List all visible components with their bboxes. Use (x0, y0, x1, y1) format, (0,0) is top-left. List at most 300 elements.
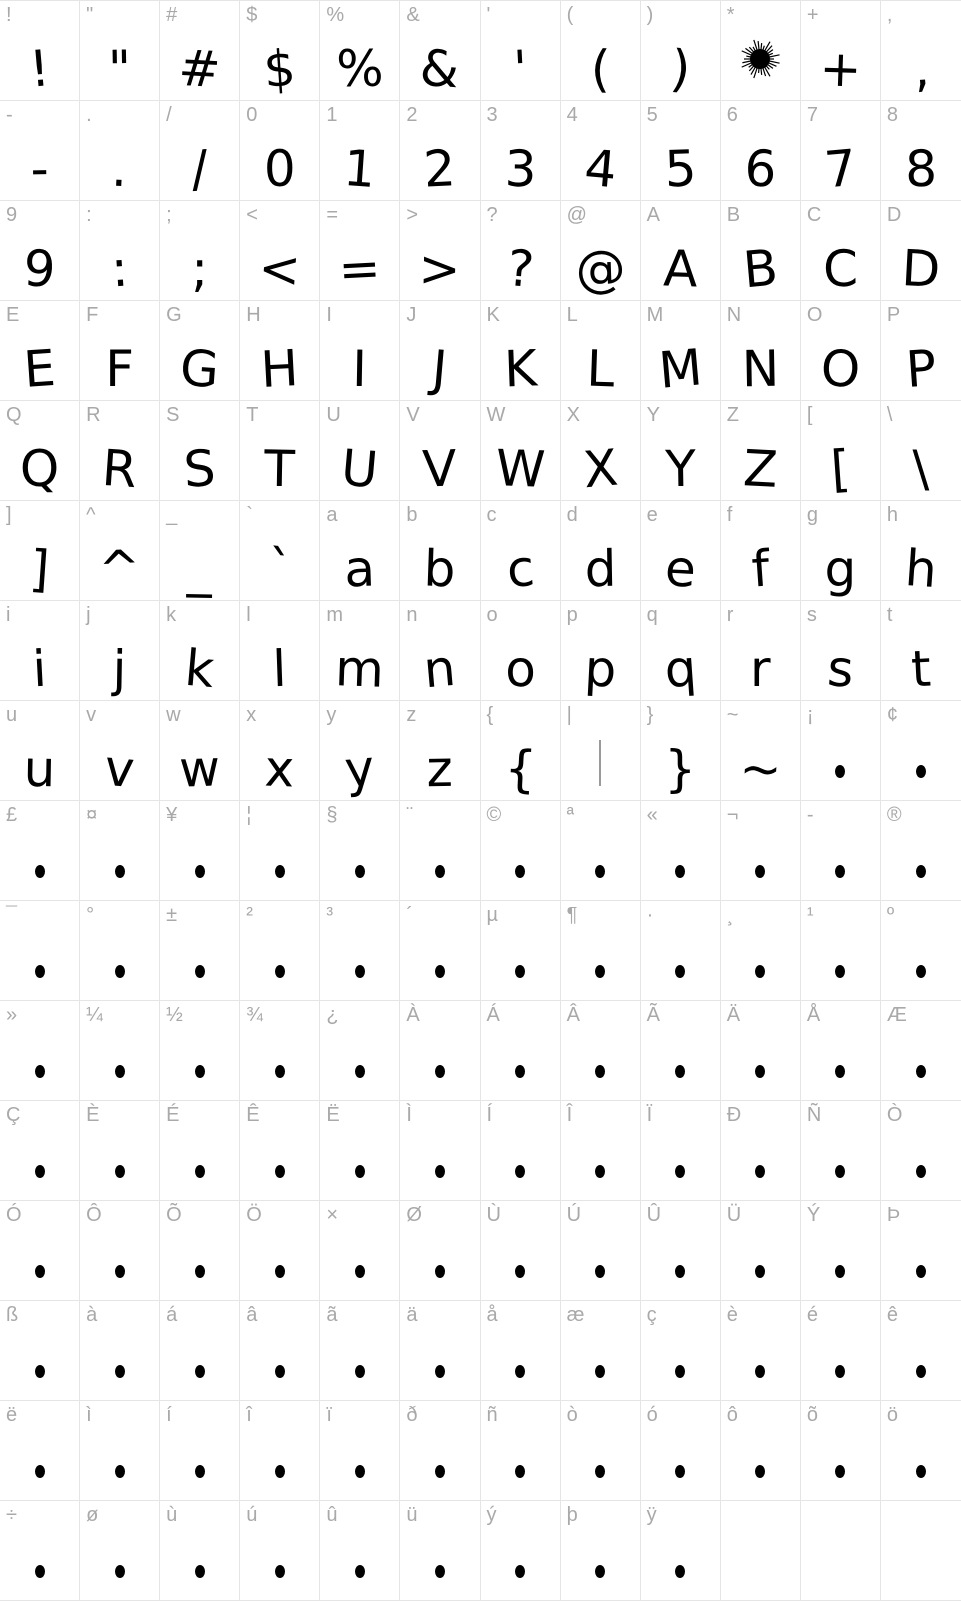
asterisk-burst-glyph (737, 36, 783, 82)
char-cell (801, 1501, 881, 1601)
cell-label: + (806, 4, 819, 26)
char-cell (801, 1001, 881, 1101)
char-cell (481, 1101, 561, 1201)
cell-glyph: L (585, 339, 616, 399)
char-cell (881, 1201, 961, 1301)
char-cell (80, 901, 160, 1001)
missing-glyph-dot (515, 965, 525, 978)
missing-glyph-dot (115, 1365, 125, 1378)
char-cell (320, 101, 400, 201)
char-cell (721, 701, 801, 801)
cell-label: Æ (886, 1004, 907, 1026)
char-cell (721, 1, 801, 101)
char-cell (641, 1201, 721, 1301)
missing-glyph-dot (755, 1365, 765, 1378)
char-cell (320, 501, 400, 601)
cell-label: Õ (166, 1204, 182, 1226)
cell-label: n (406, 604, 418, 626)
char-cell (0, 1001, 80, 1101)
cell-label: - (806, 804, 814, 826)
char-cell (881, 1401, 961, 1501)
char-cell (481, 201, 561, 301)
char-cell (400, 201, 480, 301)
cell-label: l (246, 604, 251, 626)
char-cell (400, 1101, 480, 1201)
cell-glyph: M (656, 338, 705, 400)
cell-glyph: & (418, 38, 462, 100)
cell-label: g (806, 504, 818, 526)
cell-label: Ã (646, 1004, 660, 1026)
char-cell (320, 1001, 400, 1101)
cell-glyph: 5 (663, 139, 698, 199)
missing-glyph-dot (355, 1265, 365, 1278)
cell-label: ³ (326, 904, 333, 926)
cell-glyph: f (749, 539, 772, 599)
missing-glyph-dot (35, 965, 45, 978)
cell-label: h (886, 504, 899, 526)
char-cell (881, 1101, 961, 1201)
cell-label: ¼ (86, 1004, 103, 1026)
char-cell (721, 1401, 801, 1501)
char-cell (0, 1201, 80, 1301)
cell-glyph: " (107, 39, 132, 99)
missing-glyph-dot (195, 1565, 205, 1578)
cell-glyph: ' (511, 39, 529, 99)
char-cell (160, 1301, 240, 1401)
char-cell (0, 601, 80, 701)
cell-glyph: 3 (503, 139, 537, 199)
char-cell (561, 1401, 641, 1501)
char-cell (400, 501, 480, 601)
missing-glyph-dot (755, 1165, 765, 1178)
missing-glyph-dot (435, 1565, 445, 1578)
cell-label: 9 (6, 204, 18, 226)
char-cell (160, 1401, 240, 1501)
cell-label: ï (326, 1404, 332, 1426)
missing-glyph-dot (275, 965, 285, 978)
cell-glyph: # (177, 38, 223, 100)
char-cell (721, 501, 801, 601)
cell-label: µ (486, 904, 499, 926)
cell-glyph: k (182, 638, 217, 700)
char-cell (721, 1301, 801, 1401)
cell-glyph: [ (828, 439, 853, 499)
cell-glyph: 1 (341, 138, 378, 200)
cell-label: ç (646, 1304, 657, 1326)
missing-glyph-dot (435, 1365, 445, 1378)
cell-label: è (726, 1304, 738, 1326)
cell-label: × (326, 1204, 339, 1226)
char-cell (561, 1201, 641, 1301)
char-cell (881, 1001, 961, 1101)
cell-label: < (246, 204, 258, 226)
cell-glyph: h (903, 538, 939, 600)
cell-label: à (86, 1304, 98, 1326)
char-cell (320, 201, 400, 301)
char-cell (801, 1201, 881, 1301)
cell-label: S (166, 404, 180, 426)
missing-glyph-dot (595, 1465, 605, 1478)
char-cell (320, 601, 400, 701)
char-cell (561, 701, 641, 801)
cell-glyph: z (426, 739, 454, 799)
cell-glyph: v (102, 738, 137, 800)
cell-glyph: m (334, 639, 386, 699)
missing-glyph-dot (275, 1565, 285, 1578)
cell-glyph: ( (589, 39, 611, 99)
missing-glyph-dot (115, 1165, 125, 1178)
missing-glyph-dot (115, 965, 125, 978)
cell-glyph: I (351, 339, 368, 399)
cell-label: . (86, 104, 92, 126)
char-cell (400, 1001, 480, 1101)
char-cell (481, 901, 561, 1001)
cell-glyph: ` (264, 539, 295, 599)
char-cell (881, 201, 961, 301)
cell-label: ^ (86, 504, 96, 526)
cell-glyph: E (21, 338, 58, 400)
char-cell (481, 1201, 561, 1301)
char-cell (80, 201, 160, 301)
char-cell (721, 1001, 801, 1101)
cell-label: } (646, 704, 654, 726)
cell-label: ¤ (86, 804, 98, 826)
cell-label: m (326, 604, 343, 626)
cell-label: [ (806, 404, 813, 426)
cell-label: ó (646, 1404, 658, 1426)
missing-glyph-dot (35, 1065, 45, 1078)
cell-label: ÿ (646, 1504, 657, 1526)
missing-glyph-dot (595, 1565, 605, 1578)
cell-label: Ò (886, 1104, 903, 1126)
char-cell (481, 401, 561, 501)
char-cell (481, 1301, 561, 1401)
cell-label: L (566, 304, 578, 326)
missing-glyph-dot (275, 1365, 285, 1378)
cell-label: ÷ (6, 1504, 17, 1526)
missing-glyph-dot (675, 865, 685, 878)
missing-glyph-dot (595, 865, 605, 878)
missing-glyph-dot (35, 1165, 45, 1178)
cell-label: 0 (246, 104, 258, 126)
cell-label: * (726, 4, 735, 26)
char-cell (561, 1301, 641, 1401)
missing-glyph-dot (835, 1065, 845, 1078)
char-cell (641, 301, 721, 401)
missing-glyph-dot (515, 865, 525, 878)
char-cell (320, 301, 400, 401)
cell-glyph: + (818, 39, 863, 99)
cell-glyph: G (178, 338, 222, 400)
cell-label: Ç (6, 1104, 21, 1126)
pipe-bar-glyph (599, 740, 601, 786)
cell-label: ñ (486, 1404, 498, 1426)
missing-glyph-dot (115, 1465, 125, 1478)
missing-glyph-dot (35, 865, 45, 878)
cell-glyph: H (259, 339, 301, 399)
cell-glyph: K (502, 339, 538, 399)
cell-label: ¬ (726, 804, 739, 826)
char-cell (801, 1101, 881, 1201)
cell-glyph: e (663, 539, 698, 599)
char-cell (80, 401, 160, 501)
char-cell (240, 801, 320, 901)
cell-label: ¸ (726, 904, 734, 926)
cell-glyph: w (178, 739, 222, 799)
char-cell (80, 701, 160, 801)
cell-glyph: - (30, 139, 50, 199)
char-cell (240, 1501, 320, 1601)
char-cell (160, 901, 240, 1001)
char-cell (881, 301, 961, 401)
char-cell (0, 501, 80, 601)
char-cell (481, 1401, 561, 1501)
cell-label: 1 (326, 104, 338, 126)
cell-glyph: B (740, 238, 780, 300)
char-cell (481, 801, 561, 901)
cell-glyph: ] (27, 539, 52, 599)
missing-glyph-dot (595, 965, 605, 978)
char-cell (240, 1301, 320, 1401)
char-cell (801, 101, 881, 201)
char-cell (481, 701, 561, 801)
missing-glyph-dot (755, 1265, 765, 1278)
char-cell (0, 1101, 80, 1201)
missing-glyph-dot (835, 965, 845, 978)
cell-label: o (486, 604, 498, 626)
cell-label: þ (566, 1504, 578, 1526)
char-cell (160, 1501, 240, 1601)
char-cell (400, 601, 480, 701)
cell-label: « (646, 804, 658, 826)
char-cell (641, 201, 721, 301)
cell-glyph: Y (664, 439, 696, 499)
missing-glyph-dot (835, 765, 845, 778)
missing-glyph-dot (195, 1465, 205, 1478)
cell-label: ù (166, 1504, 178, 1526)
char-cell (80, 101, 160, 201)
char-cell (561, 901, 641, 1001)
cell-label: q (646, 604, 658, 626)
char-cell (320, 1201, 400, 1301)
cell-glyph: U (339, 438, 381, 500)
missing-glyph-dot (515, 1565, 525, 1578)
missing-glyph-dot (755, 865, 765, 878)
cell-label: 5 (646, 104, 658, 126)
char-cell (801, 1301, 881, 1401)
char-cell (881, 1301, 961, 1401)
char-cell (240, 201, 320, 301)
cell-label: 8 (886, 104, 899, 126)
missing-glyph-dot (435, 1165, 445, 1178)
cell-label: Ê (246, 1104, 260, 1126)
char-cell (641, 1401, 721, 1501)
char-cell (881, 501, 961, 601)
cell-label: U (326, 404, 341, 426)
cell-label: û (326, 1504, 338, 1526)
char-cell (721, 201, 801, 301)
char-cell (80, 501, 160, 601)
missing-glyph-dot (435, 1265, 445, 1278)
missing-glyph-dot (675, 1565, 685, 1578)
missing-glyph-dot (835, 1265, 845, 1278)
char-cell (160, 1, 240, 101)
cell-glyph: 0 (263, 140, 296, 198)
missing-glyph-dot (195, 865, 205, 878)
missing-glyph-dot (35, 1365, 45, 1378)
cell-glyph: > (418, 239, 462, 299)
char-cell (80, 1501, 160, 1601)
char-cell (320, 1301, 400, 1401)
cell-glyph: ? (504, 238, 536, 300)
char-cell (801, 401, 881, 501)
char-cell (80, 1401, 160, 1501)
missing-glyph-dot (435, 965, 445, 978)
cell-glyph: S (182, 439, 218, 499)
char-cell (641, 101, 721, 201)
cell-label: c (486, 504, 497, 526)
char-cell (240, 501, 320, 601)
cell-glyph: O (819, 339, 862, 399)
cell-glyph: p (582, 639, 618, 699)
cell-label: ¾ (246, 1004, 263, 1026)
cell-label: i (6, 604, 11, 626)
char-cell (400, 901, 480, 1001)
cell-glyph: / (189, 139, 211, 199)
char-cell (80, 1001, 160, 1101)
char-cell (240, 1, 320, 101)
char-cell (160, 1101, 240, 1201)
missing-glyph-dot (435, 865, 445, 878)
char-cell (801, 301, 881, 401)
cell-glyph: a (343, 539, 377, 599)
cell-label: 3 (486, 104, 498, 126)
cell-label: ¢ (886, 704, 899, 726)
cell-label: r (726, 604, 734, 626)
cell-glyph: _ (186, 539, 213, 599)
cell-label: ¡ (806, 704, 814, 726)
cell-glyph: A (662, 239, 699, 299)
cell-glyph: 7 (821, 138, 859, 200)
char-cell (0, 301, 80, 401)
cell-label: ø (86, 1504, 99, 1526)
missing-glyph-dot (916, 1165, 926, 1178)
cell-label: \ (886, 404, 893, 426)
cell-label: Í (486, 1104, 493, 1126)
char-cell (881, 1, 961, 101)
cell-label: O (806, 304, 823, 326)
char-cell (721, 601, 801, 701)
char-cell (320, 1401, 400, 1501)
char-cell (400, 701, 480, 801)
cell-glyph: Q (19, 440, 60, 498)
cell-label: | (566, 704, 572, 726)
cell-label: b (406, 504, 418, 526)
char-cell (240, 1401, 320, 1501)
missing-glyph-dot (515, 1365, 525, 1378)
cell-label: P (886, 304, 901, 326)
cell-glyph: . (110, 139, 130, 199)
cell-label: á (166, 1304, 178, 1326)
missing-glyph-dot (115, 1265, 125, 1278)
char-cell (561, 101, 641, 201)
char-cell (481, 1501, 561, 1601)
char-cell (721, 1201, 801, 1301)
char-cell (881, 901, 961, 1001)
missing-glyph-dot (916, 865, 926, 878)
cell-label: » (6, 1004, 18, 1026)
missing-glyph-dot (916, 1465, 926, 1478)
cell-label: ð (406, 1404, 418, 1426)
char-cell (641, 1, 721, 101)
char-cell (721, 101, 801, 201)
cell-label: { (486, 704, 494, 726)
cell-label: Ñ (806, 1104, 822, 1126)
cell-label: R (86, 404, 101, 426)
cell-glyph: ; (191, 240, 209, 298)
cell-label: Â (566, 1004, 580, 1026)
char-cell (721, 1501, 801, 1601)
cell-label: j (86, 604, 91, 626)
missing-glyph-dot (675, 1465, 685, 1478)
missing-glyph-dot (195, 1265, 205, 1278)
char-cell (80, 801, 160, 901)
cell-label: º (886, 904, 895, 926)
char-cell (801, 1401, 881, 1501)
cell-glyph: y (342, 738, 378, 800)
char-cell (160, 1201, 240, 1301)
char-cell (801, 1, 881, 101)
missing-glyph-dot (755, 1065, 765, 1078)
missing-glyph-dot (195, 965, 205, 978)
cell-label: y (326, 704, 337, 726)
char-cell (240, 701, 320, 801)
missing-glyph-dot (355, 1165, 365, 1178)
cell-glyph: F (105, 340, 134, 398)
cell-glyph: x (263, 739, 296, 799)
char-cell (641, 1301, 721, 1401)
cell-label: ® (886, 804, 902, 826)
missing-glyph-dot (515, 1165, 525, 1178)
char-cell (721, 401, 801, 501)
cell-label: é (806, 1304, 818, 1326)
char-cell (80, 601, 160, 701)
char-cell (881, 1501, 961, 1601)
cell-label: I (326, 304, 332, 326)
missing-glyph-dot (355, 865, 365, 878)
missing-glyph-dot (595, 1265, 605, 1278)
cell-label: E (6, 304, 20, 326)
cell-label: ± (166, 904, 178, 926)
cell-glyph: ~ (737, 738, 784, 800)
char-cell (641, 501, 721, 601)
cell-glyph: n (421, 638, 459, 700)
cell-label: Ö (246, 1204, 262, 1226)
char-cell (160, 401, 240, 501)
char-cell (881, 801, 961, 901)
missing-glyph-dot (355, 1565, 365, 1578)
char-cell (481, 501, 561, 601)
cell-label: å (486, 1304, 498, 1326)
char-cell (80, 1, 160, 101)
char-cell (561, 601, 641, 701)
cell-label: 4 (566, 104, 578, 126)
cell-label: - (6, 104, 13, 126)
cell-glyph: : (109, 239, 131, 299)
char-cell (320, 901, 400, 1001)
cell-label: ¥ (166, 804, 178, 826)
cell-glyph: @ (574, 239, 627, 299)
